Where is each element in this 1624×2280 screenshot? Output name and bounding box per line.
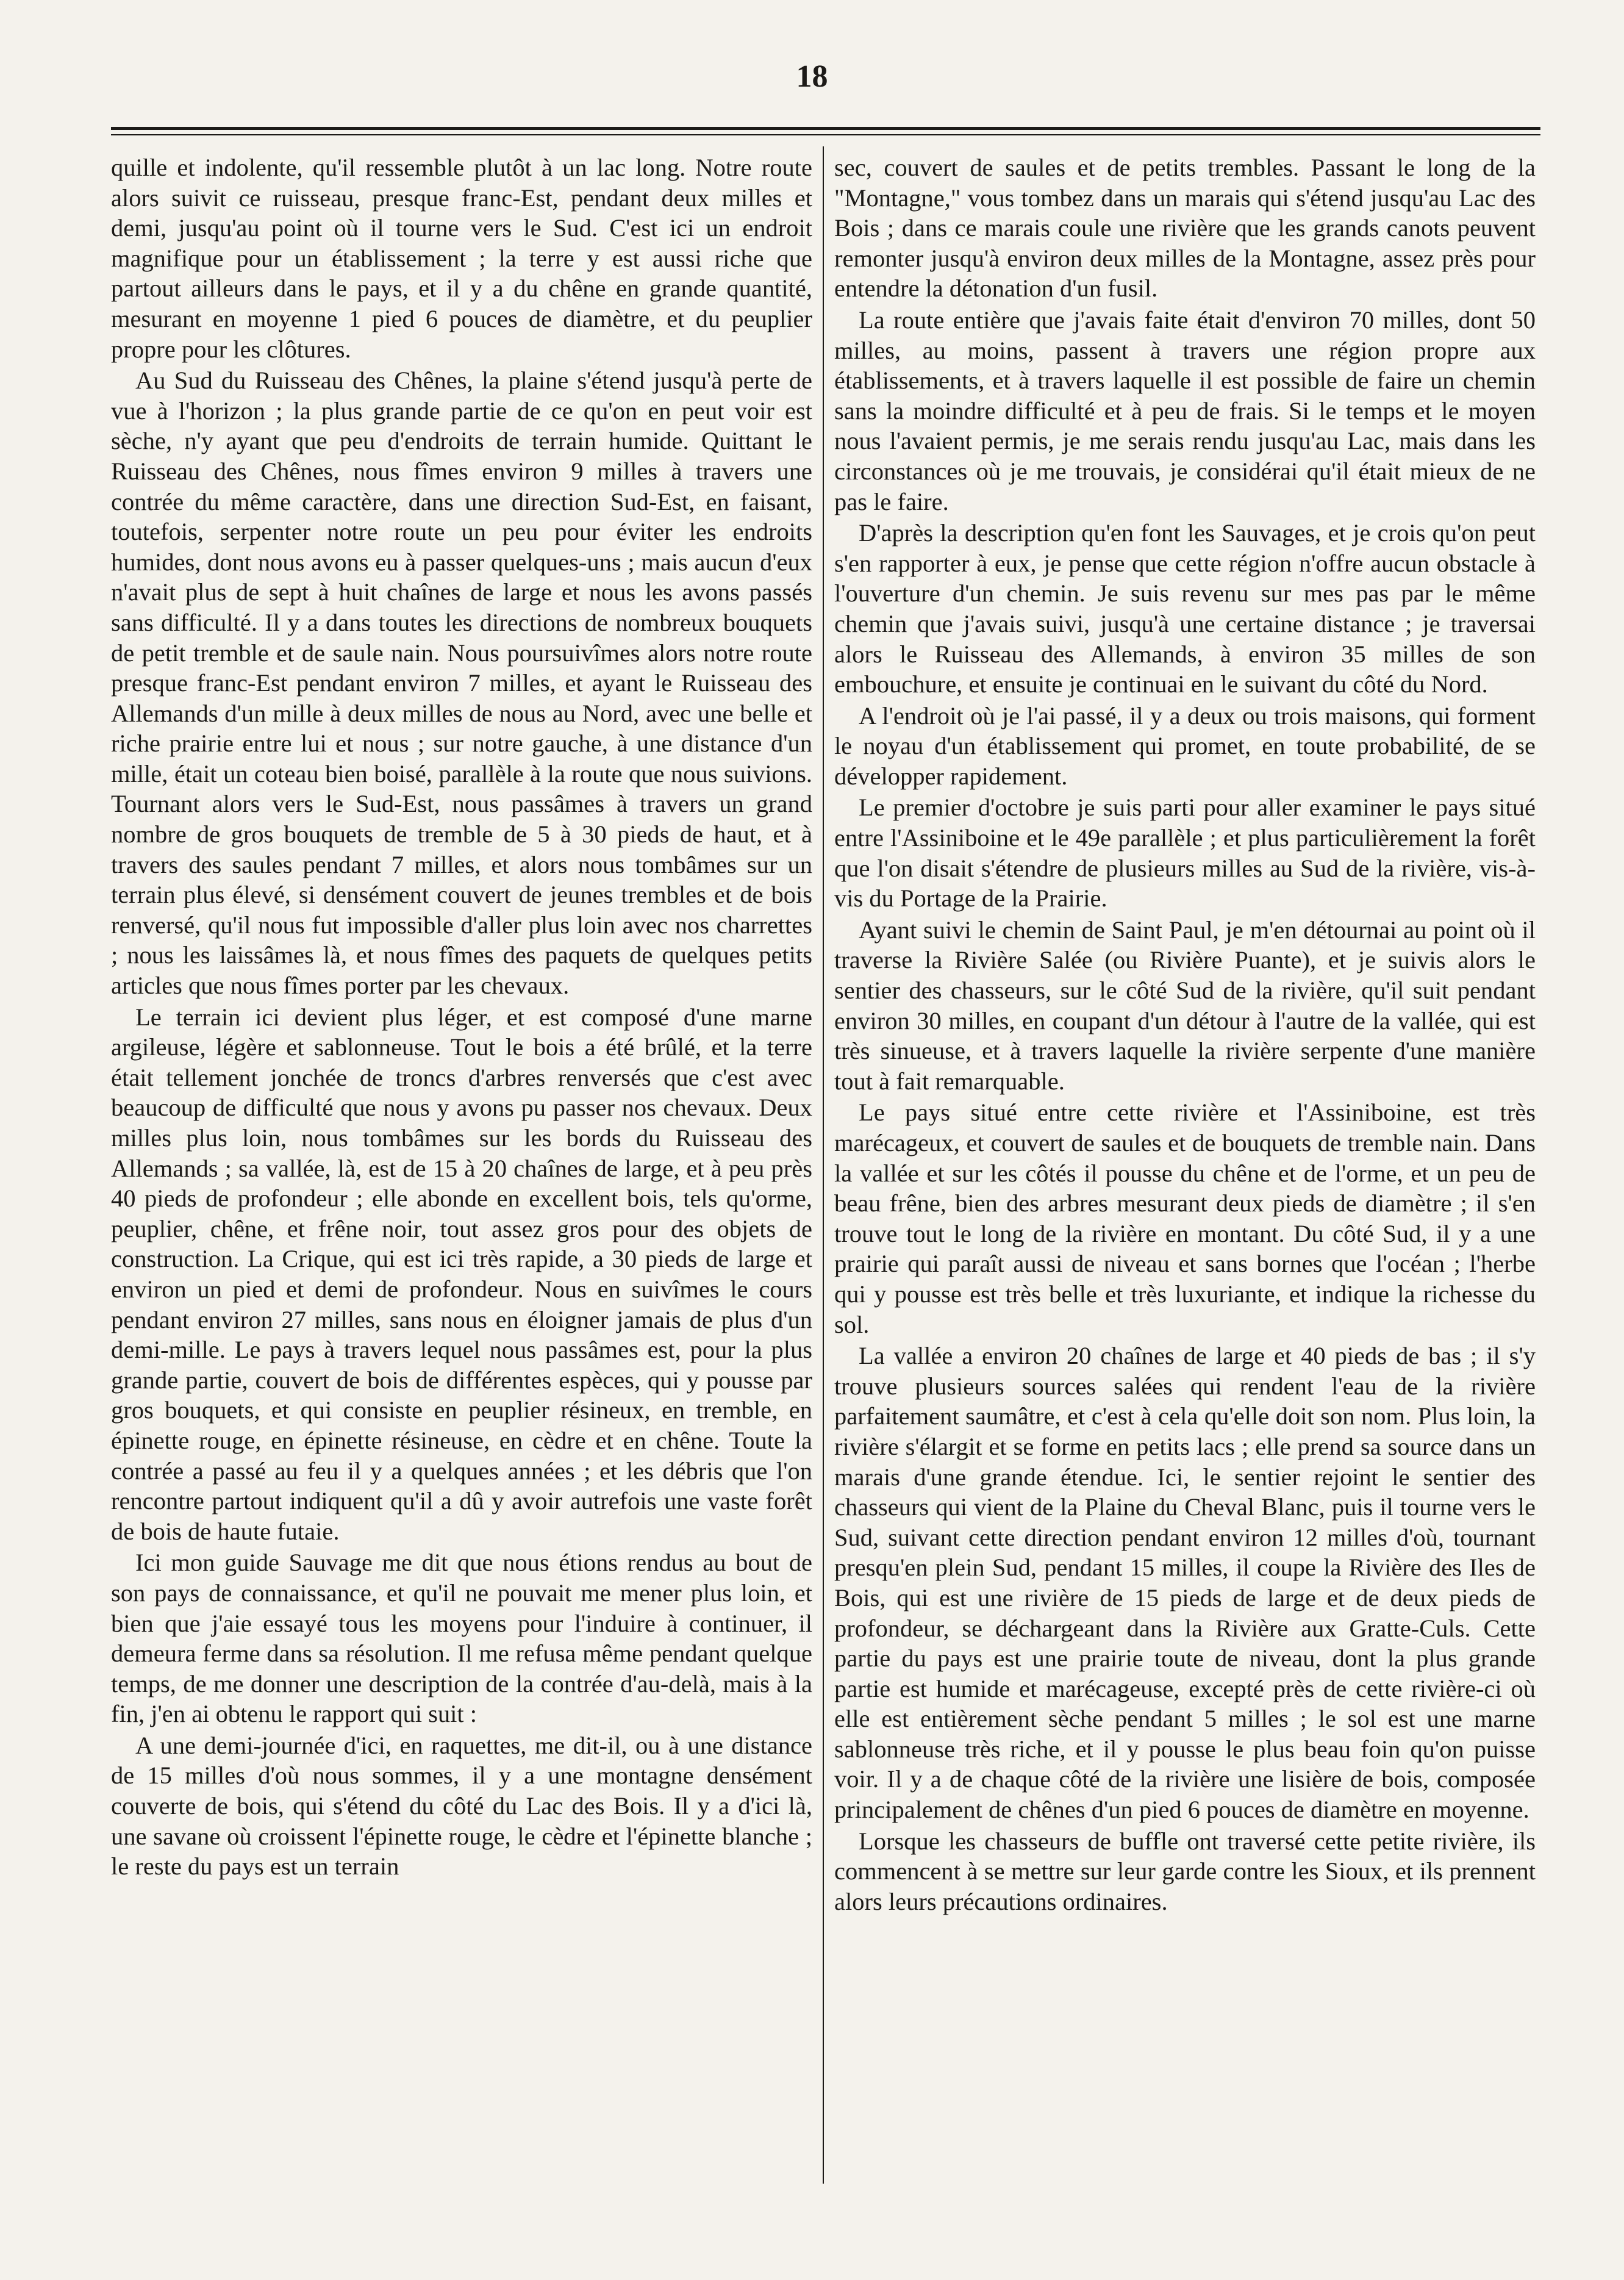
paragraph: Le terrain ici devient plus léger, et est composé d'une marne argileuse, légère et sablonneuse. Tout le bois a été brûlé, et la terre était tellement jonchée de troncs d'arbres renversés que c'est avec beaucoup de difficulté que nous y avons pu passer nos chevaux. Deux milles plus loin, nous tombâmes sur les bords du Ruisseau des Allemands ; sa vallée, là, est de 15 à 20 chaînes de large, et à peu près 40 pieds de profondeur ; elle abonde en excellent bois, tels qu'orme, peuplier, chêne, et frêne noir, tout assez gros pour des objets de construction. La Crique, qui est ici très rapide, a 30 pieds de large et environ un pied et demi de profondeur. Nous en suivîmes le cours pendant environ 27 milles, sans nous en éloigner jamais de plus d'un demi-mille. Le pays à travers lequel nous passâmes est, pour la plus grande partie, couvert de bois de différentes espèces, qui y pousse par gros bouquets, et qui consiste en peuplier résineux, en tremble, en épinette rouge, en épinette résineuse, en cèdre et en chêne. Toute la contrée a passé au feu il y a quelques années ; et les débris que l'on rencontre partout indiquent qu'il a dû y avoir autrefois une vaste forêt de bois de haute futaie.: [111, 1003, 812, 1545]
paragraph: Ici mon guide Sauvage me dit que nous étions rendus au bout de son pays de connaissance, et qu'il ne pouvait me mener plus loin, et bien que j'aie essayé tous les moyens pour l'induire à continuer, il demeura ferme dans sa résolution. Il me refusa même pendant quelque temps, de me donner une description de la contrée d'au-delà, mais à la fin, j'en ai obtenu le rapport qui suit :: [111, 1549, 812, 1728]
paragraph: sec, couvert de saules et de petits trembles. Passant le long de la "Montagne," vous tombez dans un marais qui s'étend jusqu'au Lac des Bois ; dans ce marais coule une rivière que les grands canots peuvent remonter jusqu'à environ deux milles de la Montagne, assez près pour entendre la détonation d'un fusil.: [834, 154, 1536, 303]
paragraph: La route entière que j'avais faite était d'environ 70 milles, dont 50 milles, au moins, passent à travers une région propre aux établissements, et à travers laquelle il est possible de faire un chemin sans la moindre difficulté et à peu de frais. Si le temps et le moyen nous l'avaient permis, je me serais rendu jusqu'au Lac, mais dans les circonstances où je me trouvais, je considérai qu'il était mieux de ne pas le faire.: [834, 306, 1536, 515]
paragraph: A l'endroit où je l'ai passé, il y a deux ou trois maisons, qui forment le noyau d'un établissement qui promet, en toute probabilité, de se développer rapidement.: [834, 701, 1536, 790]
column-divider: [823, 146, 824, 2184]
page-number: 18: [796, 59, 828, 94]
paragraph: Au Sud du Ruisseau des Chênes, la plaine s'étend jusqu'à perte de vue à l'horizon ; la plus grande partie de ce qu'on en peut voir est sèche, n'y ayant que peu d'endroits de terrain humide. Quittant le Ruisseau des Chênes, nous fîmes environ 9 milles à travers une contrée du même caractère, dans une direction Sud-Est, en faisant, toutefois, serpenter notre route un peu pour éviter les endroits humides, dont nous avons eu à passer quelques-uns ; mais aucun d'eux n'avait plus de sept à huit chaînes de large et nous les avons passés sans difficulté. Il y a dans toutes les directions de nombreux bouquets de petit tremble et de saule nain. Nous poursuivîmes alors notre route presque franc-Est pendant environ 7 milles, et ayant le Ruisseau des Allemands d'un mille à deux milles de nous au Nord, avec une belle et riche prairie entre lui et nous ; sur notre gauche, à une distance d'un mille, était un coteau bien boisé, parallèle à la route que nous suivions. Tournant alors vers le Sud-Est, nous passâmes à travers un grand nombre de gros bouquets de tremble de 5 à 30 pieds de haut, et à travers des saules pendant 7 milles, et alors nous tombâmes sur un terrain plus élevé, si densément couvert de jeunes trembles et de bois renversé, qu'il nous fut impossible d'aller plus loin avec nos charrettes ; nous les laissâmes là, et nous fîmes des paquets de quelques petits articles que nous fîmes porter par les chevaux.: [111, 367, 812, 1000]
paragraph: quille et indolente, qu'il ressemble plutôt à un lac long. Notre route alors suivit ce ruisseau, presque franc-Est, pendant deux milles et demi, jusqu'au point où il tourne vers le Sud. C'est ici un endroit magnifique pour un établissement ; la terre y est aussi riche que partout ailleurs dans le pays, et il y a du chêne en grande quantité, mesurant en moyenne 1 pied 6 pouces de diamètre, et du peuplier propre pour les clôtures.: [111, 154, 812, 363]
left-column: [111, 152, 812, 1882]
paragraph: D'après la description qu'en font les Sauvages, et je crois qu'on peut s'en rapporter à eux, je pense que cette région n'offre aucun obstacle à l'ouverture d'un chemin. Je suis revenu sur mes pas par le même chemin que j'avais suivi, jusqu'à une certaine distance ; je traversai alors le Ruisseau des Allemands, à environ 35 milles de son embouchure, et ensuite je continuai en le suivant du côté du Nord.: [834, 519, 1536, 698]
paragraph: Ayant suivi le chemin de Saint Paul, je m'en détournai au point où il traverse la Rivière Salée (ou Rivière Puante), et je suivis alors le sentier des chasseurs, sur le côté Sud de la rivière, qu'il suit pendant environ 30 milles, en coupant d'un détour à l'autre de la vallée, qui est très sinueuse, et à travers laquelle la rivière serpente d'une manière tout à fait remarquable.: [834, 916, 1536, 1095]
right-column: [834, 152, 1536, 1916]
paragraph: Le premier d'octobre je suis parti pour aller examiner le pays situé entre l'Assiniboine et le 49e parallèle ; et plus particulièrement la forêt que l'on disait s'étendre de plusieurs milles au Sud de la rivière, vis-à-vis du Portage de la Prairie.: [834, 794, 1536, 912]
paragraph: A une demi-journée d'ici, en raquettes, me dit-il, ou à une distance de 15 milles d'où nous sommes, il y a une montagne densément couverte de bois, qui s'étend du côté du Lac des Bois. Il y a d'ici là, une savane où croissent l'épinette rouge, le cèdre et l'épinette blanche ; le reste du pays est un terrain: [111, 1731, 812, 1880]
header-rule-thin: [111, 134, 1540, 135]
header-rule-thick: [111, 127, 1540, 130]
paragraph: Lorsque les chasseurs de buffle ont traversé cette petite rivière, ils commencent à se mettre sur leur garde contre les Sioux, et ils prennent alors leurs précautions ordinaires.: [834, 1827, 1536, 1915]
paragraph: La vallée a environ 20 chaînes de large et 40 pieds de bas ; il s'y trouve plusieurs sources salées qui rendent l'eau de la rivière parfaitement saumâtre, et c'est à cela qu'elle doit son nom. Plus loin, la rivière s'élargit et se forme en petits lacs ; elle prend sa source dans un marais d'une grande étendue. Ici, le sentier rejoint le sentier des chasseurs qui vient de la Plaine du Cheval Blanc, puis il tourne vers le Sud, suivant cette direction pendant environ 12 milles d'où, tournant presqu'en plein Sud, pendant 15 milles, il coupe la Rivière des Iles de Bois, qui est une rivière de 15 pieds de large et de deux pieds de profondeur, se déchargeant dans la Rivière aux Gratte-Culs. Cette partie du pays est une prairie toute de niveau, dont la plus grande partie est humide et marécageuse, excepté près de cette rivière-ci où elle est entièrement sèche pendant 5 milles ; le sol est une marne sablonneuse très riche, et il y pousse le plus beau foin qu'on puisse voir. Il y a de chaque côté de la rivière une lisière de bois, composée principalement de chênes d'un pied 6 pouces de diamètre en moyenne.: [834, 1342, 1536, 1824]
paragraph: Le pays situé entre cette rivière et l'Assiniboine, est très marécageux, et couvert de saules et de bouquets de tremble nain. Dans la vallée et sur les côtés il pousse du chêne et de l'orme, et un peu de beau frêne, bien des arbres mesurant deux pieds de diamètre ; il s'en trouve tout le long de la rivière en montant. Du côté Sud, il y a une prairie qui paraît aussi de niveau et sans bornes que l'océan ; l'herbe qui y pousse est très belle et très luxuriante, et indique la richesse du sol.: [834, 1099, 1536, 1338]
